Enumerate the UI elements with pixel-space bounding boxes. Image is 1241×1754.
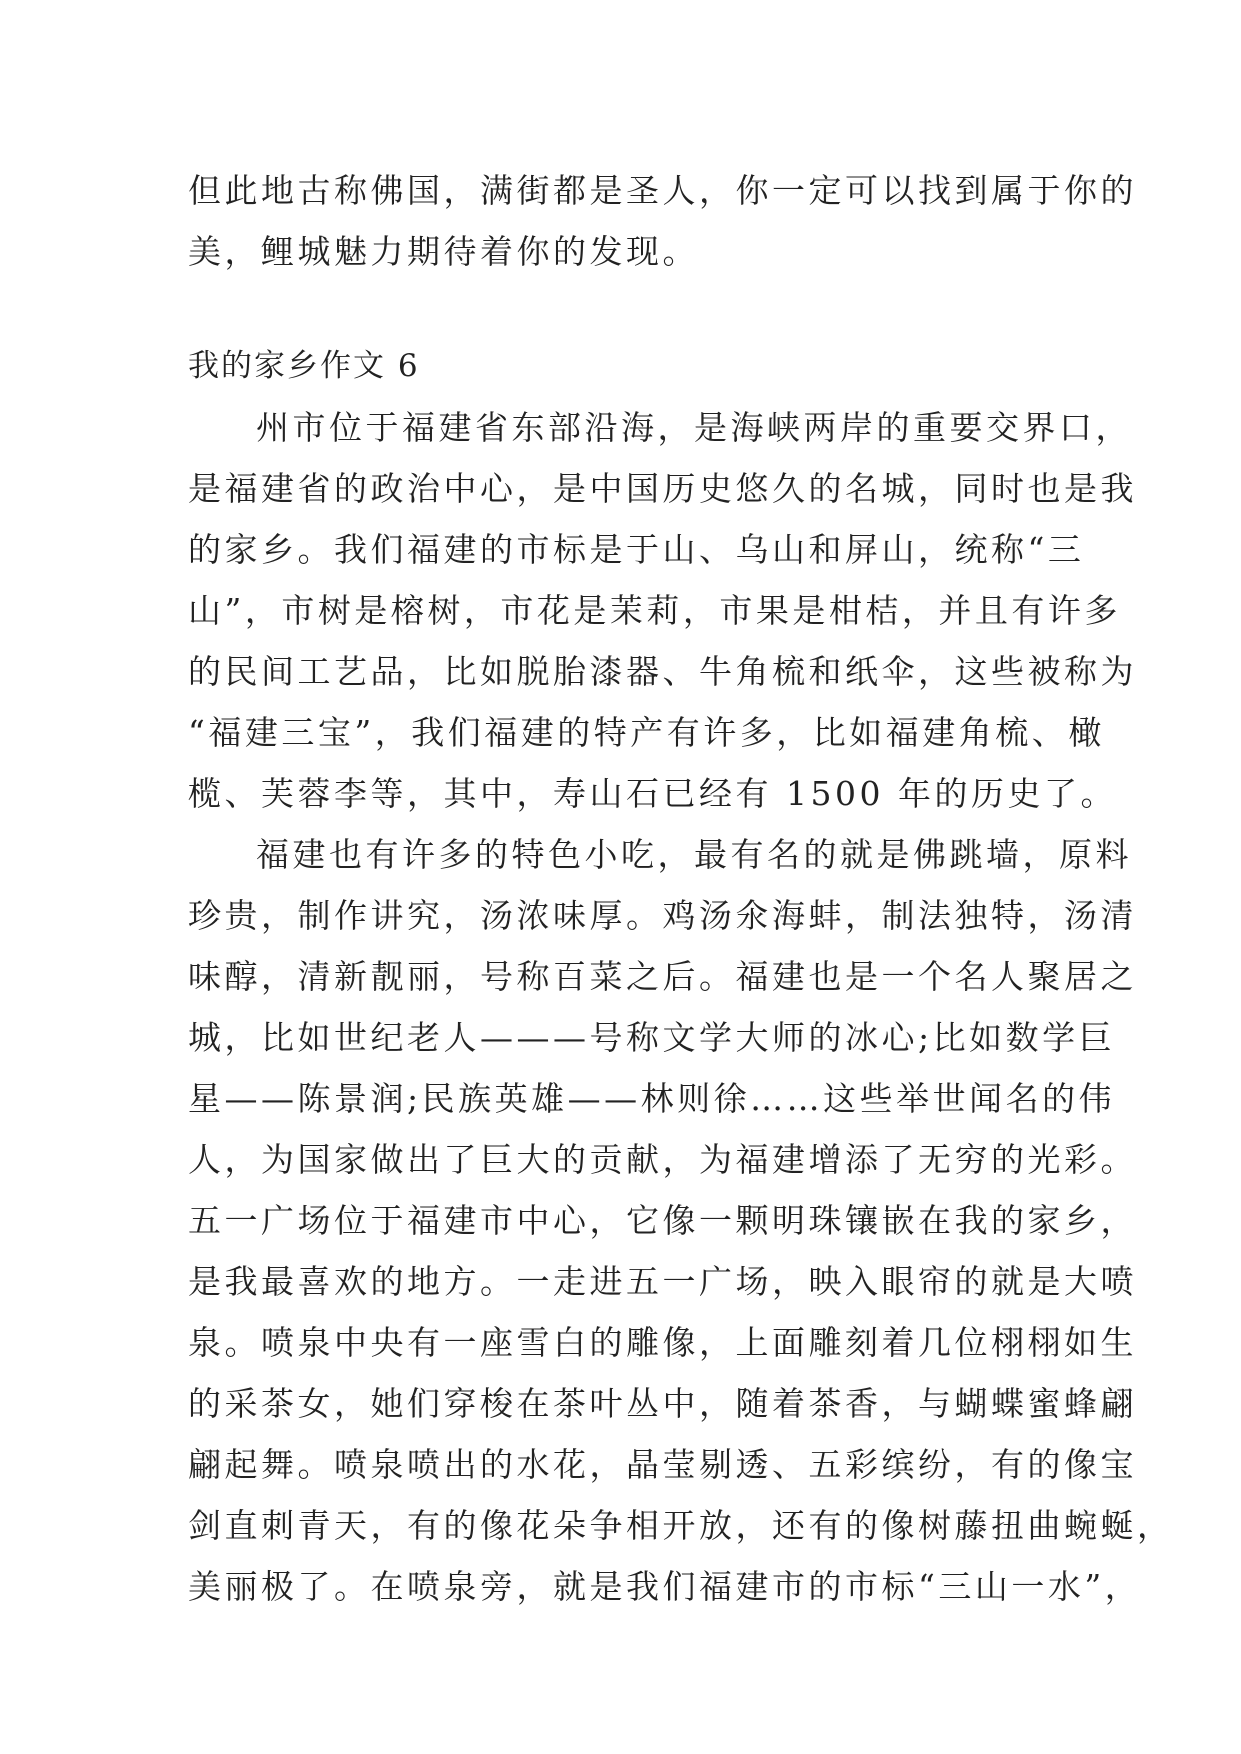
text-line: 的民间工艺品，比如脱胎漆器、牛角梳和纸伞，这些被称为 xyxy=(188,652,1137,691)
text-line: 味醇，清新靓丽，号称百菜之后。福建也是一个名人聚居之 xyxy=(188,957,1137,996)
intro-paragraph xyxy=(188,160,1137,282)
text-line: 五一广场位于福建市中心，它像一颗明珠镶嵌在我的家乡， xyxy=(188,1201,1137,1240)
text-line: 的采茶女，她们穿梭在茶叶丛中，随着茶香，与蝴蝶蜜蜂翩 xyxy=(188,1384,1137,1423)
text-line: 榄、芙蓉李等，其中，寿山石已经有 1500 年的历史了。 xyxy=(188,774,1117,813)
text-line: 但此地古称佛国，满街都是圣人，你一定可以找到属于你的 xyxy=(188,171,1137,210)
text-line: “福建三宝”，我们福建的特产有许多，比如福建角梳、橄 xyxy=(188,713,1105,752)
text-line: 的家乡。我们福建的市标是于山、乌山和屏山，统称“三 xyxy=(188,530,1085,569)
text-line: 是福建省的政治中心，是中国历史悠久的名城，同时也是我 xyxy=(188,469,1137,508)
text-line: 泉。喷泉中央有一座雪白的雕像，上面雕刻着几位栩栩如生 xyxy=(188,1323,1137,1362)
text-line: 人，为国家做出了巨大的贡献，为福建增添了无穷的光彩。 xyxy=(188,1140,1137,1179)
text-line: 山”，市树是榕树，市花是茉莉，市果是柑桔，并且有许多 xyxy=(188,591,1121,630)
text-line: 翩起舞。喷泉喷出的水花，晶莹剔透、五彩缤纷，有的像宝 xyxy=(188,1445,1137,1484)
text-line: 城，比如世纪老人———号称文学大师的冰心;比如数学巨 xyxy=(188,1018,1116,1057)
text-line: 珍贵，制作讲究，汤浓味厚。鸡汤氽海蚌，制法独特，汤清 xyxy=(188,896,1137,935)
text-line: 美丽极了。在喷泉旁，就是我们福建市的市标“三山一水”， xyxy=(188,1567,1142,1606)
section-title: 我的家乡作文 6 xyxy=(188,348,420,384)
text-line: 星——陈景润;民族英雄——林则徐……这些举世闻名的伟 xyxy=(188,1079,1116,1118)
paragraph-1 xyxy=(188,397,1137,824)
text-line: 福建也有许多的特色小吃，最有名的就是佛跳墙，原料 xyxy=(256,835,1132,874)
paragraph-2 xyxy=(188,824,1174,1617)
paragraph-gap xyxy=(188,282,1068,336)
text-line: 是我最喜欢的地方。一走进五一广场，映入眼帘的就是大喷 xyxy=(188,1262,1137,1301)
text-line: 州市位于福建省东部沿海，是海峡两岸的重要交界口， xyxy=(256,408,1132,447)
document-page xyxy=(188,160,1174,1617)
text-line: 剑直刺青天，有的像花朵争相开放，还有的像树藤扭曲蜿蜒， xyxy=(188,1506,1174,1545)
text-line: 美，鲤城魅力期待着你的发现。 xyxy=(188,232,699,271)
